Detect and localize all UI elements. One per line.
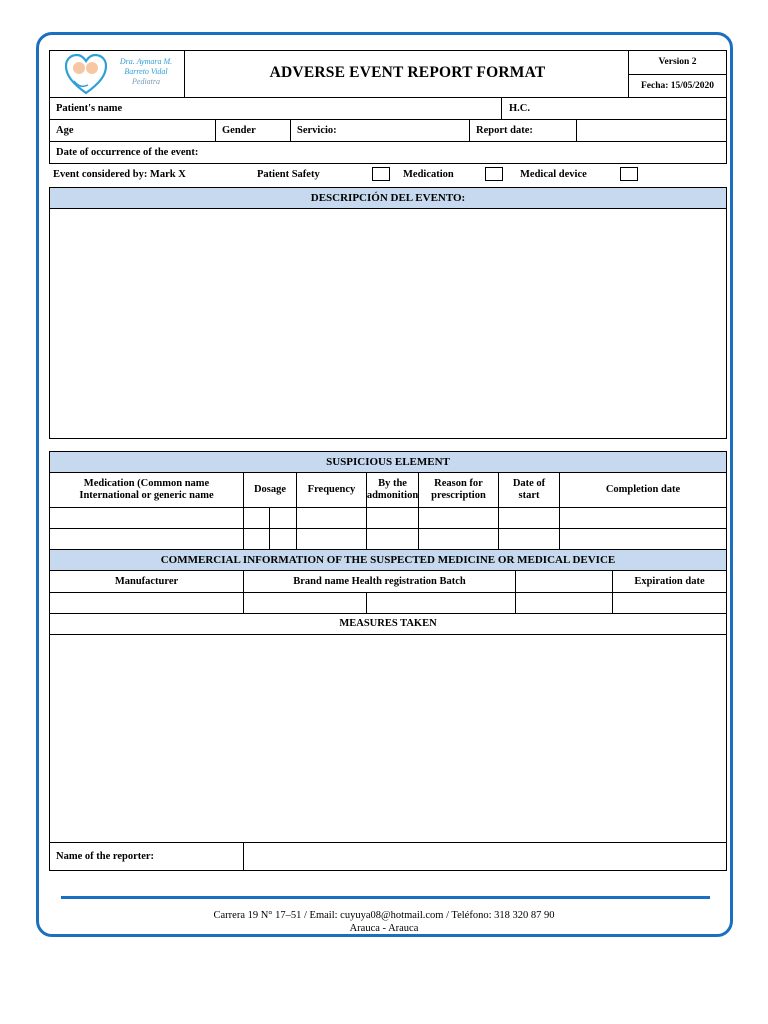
table-cell[interactable] [418,507,499,529]
table-cell[interactable] [498,528,560,550]
service-label: Servicio: [297,125,337,136]
description-area[interactable] [49,208,727,439]
table-cell[interactable] [498,507,560,529]
event-type-label: Event considered by: Mark X [53,169,186,180]
table-cell[interactable] [366,528,419,550]
measures-header: MEASURES TAKEN [49,613,727,635]
age-divider-2 [290,119,291,142]
option-medical-device: Medical device [520,169,587,180]
table-cell[interactable] [296,507,367,529]
table-cell[interactable] [243,592,367,614]
expiration-header: Expiration date [612,570,727,593]
logo-line-2: Barreto Vidal [124,67,168,76]
start-date-line-2: start [518,490,540,501]
table-cell[interactable] [49,592,244,614]
completion-date-header: Completion date [559,472,727,508]
reason-line-1: Reason for [434,478,483,489]
blank-header [515,570,613,593]
table-cell[interactable] [366,592,516,614]
administration-header-text [367,478,418,502]
reason-line-2: prescription [431,490,486,501]
reporter-field[interactable] [243,842,727,871]
table-cell[interactable] [418,528,499,550]
table-cell[interactable] [49,528,244,550]
table-cell[interactable] [269,507,297,529]
table-cell[interactable] [269,528,297,550]
start-date-header-text [513,478,545,502]
document-title: ADVERSE EVENT REPORT FORMAT [269,64,546,81]
table-cell[interactable] [612,592,727,614]
table-cell[interactable] [243,528,270,550]
logo [50,51,185,97]
age-divider-1 [215,119,216,142]
administration-line-1: By the [378,478,407,489]
patient-divider [501,97,502,120]
option-patient-safety: Patient Safety [257,169,320,180]
start-date-line-1: Date of [512,478,546,489]
report-date-label: Report date: [476,125,533,136]
logo-line-1: Dra. Aymara M. [119,57,173,66]
brand-header: Brand name Health registration Batch [243,570,516,593]
occurrence-label: Date of occurrence of the event: [56,147,199,158]
dosage-header: Dosage [243,472,297,508]
patient-name-label: Patient's name [56,103,123,114]
table-cell[interactable] [296,528,367,550]
hc-label: H.C. [509,103,530,114]
administration-header [366,472,419,508]
version-divider [629,74,726,75]
heart-stethoscope-icon [62,51,110,97]
commercial-header: COMMERCIAL INFORMATION OF THE SUSPECTED MEDICINE OR MEDICAL DEVICE [49,549,727,571]
patient-safety-checkbox[interactable] [372,167,390,181]
administration-line-2: admonition [366,490,419,501]
footer-city: Arauca - Arauca [349,923,419,934]
medication-name-line-2: International or generic name [79,490,214,501]
table-cell[interactable] [559,507,727,529]
medication-name-header [49,472,244,508]
logo-text [110,57,182,87]
table-cell[interactable] [49,507,244,529]
medical-device-checkbox[interactable] [620,167,638,181]
measures-area[interactable] [49,634,727,843]
revision-date: Fecha: 15/05/2020 [640,81,715,91]
reporter-label: Name of the reporter: [56,851,155,862]
medication-name-header-text [79,478,213,502]
logo-line-3: Pediatra [132,77,160,86]
option-medication: Medication [403,169,454,180]
table-cell[interactable] [243,507,270,529]
medication-name-line-1: Medication (Common name [83,478,210,489]
table-cell[interactable] [559,528,727,550]
reason-header-text [431,478,486,502]
table-cell[interactable] [366,507,419,529]
suspicious-header: SUSPICIOUS ELEMENT [49,451,727,473]
age-label: Age [56,125,74,136]
age-row [49,119,727,142]
reason-header [418,472,499,508]
description-header: DESCRIPCIÓN DEL EVENTO: [49,187,727,209]
age-divider-3 [469,119,470,142]
frequency-header: Frequency [296,472,367,508]
start-date-header [498,472,560,508]
manufacturer-header: Manufacturer [49,570,244,593]
table-cell[interactable] [515,592,613,614]
version-text: Version 2 [658,57,697,67]
gender-label: Gender [222,125,256,136]
footer-divider [61,896,710,899]
patient-row [49,97,727,120]
medication-checkbox[interactable] [485,167,503,181]
footer-address: Carrera 19 N° 17–51 / Email: cuyuya08@hotmail.com / Teléfono: 318 320 87 90 [213,910,555,921]
age-divider-4 [576,119,577,142]
